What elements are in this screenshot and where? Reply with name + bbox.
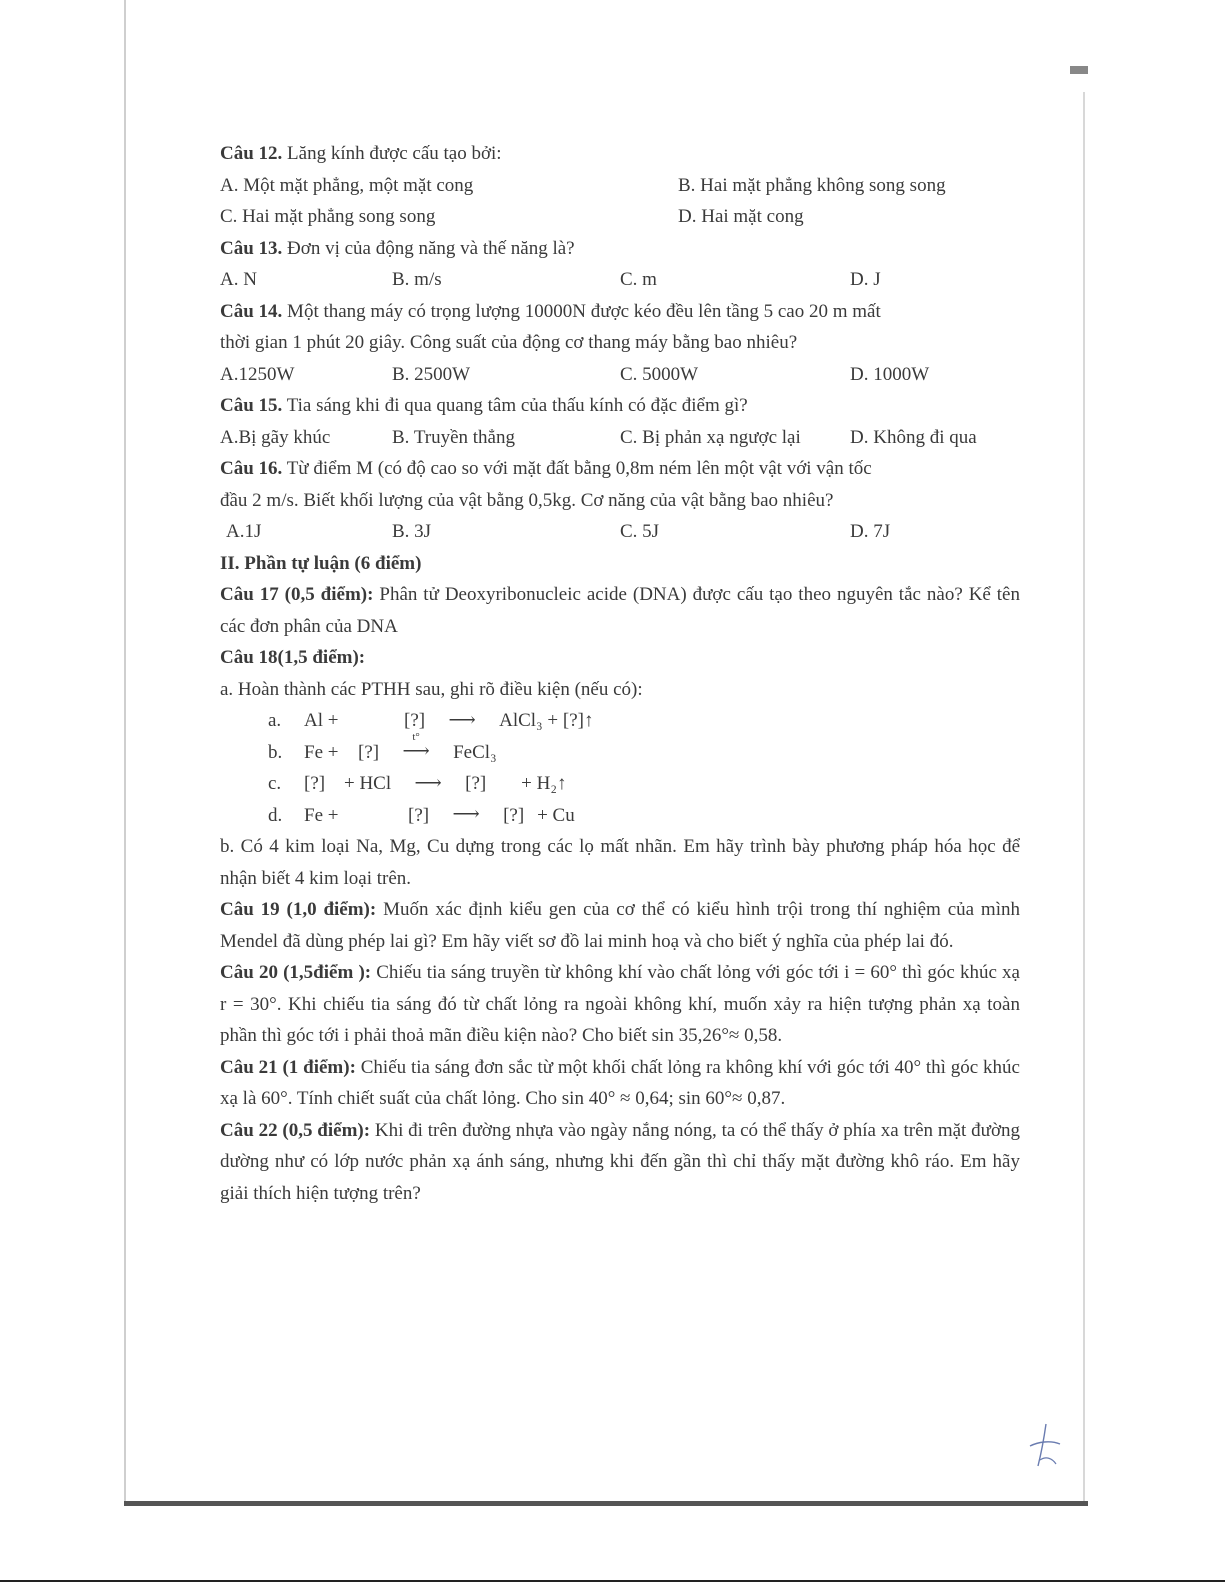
equation-reactant: Fe + bbox=[304, 741, 339, 763]
equation-reactant: + HCl bbox=[344, 773, 392, 794]
equation-blank: [?] bbox=[404, 710, 426, 731]
option-d: D. 7J bbox=[850, 521, 891, 542]
option-a: A.1J bbox=[226, 521, 262, 542]
option-a: A. Một mặt phẳng, một mặt cong bbox=[220, 174, 474, 196]
equation-blank: [?] bbox=[465, 773, 487, 794]
equation-product: AlCl₃ + bbox=[499, 710, 559, 731]
scan-mark bbox=[1070, 66, 1088, 74]
option-b: B. 2500W bbox=[392, 363, 471, 385]
option-d: D. 1000W bbox=[850, 363, 930, 385]
question-label: Câu 16. bbox=[220, 458, 283, 479]
question-label: Câu 20 (1,5điểm ): bbox=[220, 962, 372, 983]
question-12 bbox=[220, 138, 1020, 170]
question-19 bbox=[220, 894, 1020, 957]
question-label: Câu 12. bbox=[220, 143, 283, 164]
option-d: D. Không đi qua bbox=[850, 426, 977, 448]
question-label: Câu 17 (0,5 điểm): bbox=[220, 584, 374, 605]
equation-reactant: Fe + bbox=[304, 804, 339, 826]
question-18-part-a: a. Hoàn thành các PTHH sau, ghi rõ điều kiện (nếu có): bbox=[220, 678, 643, 700]
option-c: C. m bbox=[620, 269, 657, 290]
handwritten-signature bbox=[1024, 1420, 1064, 1470]
answer-options-row bbox=[220, 422, 1020, 454]
question-text: Tia sáng khi đi qua quang tâm của thấu kính có đặc điểm gì? bbox=[282, 395, 748, 416]
equation-a bbox=[220, 705, 1020, 737]
option-c: C. 5000W bbox=[620, 363, 699, 385]
answer-options-row bbox=[220, 170, 1020, 202]
question-label: Câu 14. bbox=[220, 300, 283, 322]
scan-right-edge bbox=[1083, 92, 1085, 1504]
page-bottom-line bbox=[0, 1580, 1225, 1582]
section-heading: II. Phần tự luận (6 điểm) bbox=[220, 552, 422, 574]
question-20 bbox=[220, 957, 1020, 1052]
question-21 bbox=[220, 1052, 1020, 1115]
option-d: D. J bbox=[850, 269, 881, 290]
reaction-arrow: ⟶ bbox=[414, 772, 442, 794]
answer-options-row bbox=[220, 201, 1020, 233]
equation-label: a. bbox=[268, 710, 282, 731]
scan-bottom-edge bbox=[124, 1501, 1088, 1506]
question-text: Chiếu tia sáng đơn sắc từ một khối chất lỏng ra không khí với góc tới 40° thì góc khúc xạ là 60°. Tính chiết suất của chất lỏng. Cho sin 40° ≈ 0,64; sin 60°≈ 0,87. bbox=[220, 1056, 1020, 1109]
question-label: Câu 22 (0,5 điểm): bbox=[220, 1119, 371, 1141]
equation-blank: [?] bbox=[503, 804, 525, 826]
option-c: C. 5J bbox=[620, 521, 660, 542]
option-b: B. 3J bbox=[392, 521, 432, 542]
equation-label: c. bbox=[268, 773, 282, 794]
question-14 bbox=[220, 296, 1020, 328]
reaction-condition: t° bbox=[412, 731, 420, 744]
question-text: Muốn xác định kiểu gen của cơ thể có kiểu hình trội trong thí nghiệm của mình Mendel đã dùng phép lai gì? Em hãy viết sơ đồ lai minh hoạ và cho biết ý nghĩa của phép lai đó. bbox=[220, 899, 1020, 952]
option-d: D. Hai mặt cong bbox=[678, 206, 804, 227]
question-text-continued: đầu 2 m/s. Biết khối lượng của vật bằng 0,5kg. Cơ năng của vật bằng bao nhiêu? bbox=[220, 489, 834, 511]
question-13 bbox=[220, 233, 1020, 265]
equation-b bbox=[220, 731, 1020, 769]
option-a: A.Bị gãy khúc bbox=[220, 426, 331, 448]
exam-content bbox=[220, 138, 1020, 1209]
option-b: B. m/s bbox=[392, 269, 442, 290]
reaction-arrow: ⟶ bbox=[452, 804, 480, 826]
question-label: Câu 15. bbox=[220, 395, 283, 416]
option-a: A. N bbox=[220, 269, 257, 290]
question-text-continued: thời gian 1 phút 20 giây. Công suất của động cơ thang máy bằng bao nhiêu? bbox=[220, 332, 798, 353]
equation-reactant: Al + bbox=[304, 710, 339, 731]
scan-left-edge bbox=[124, 0, 126, 1505]
option-b: B. Truyền thẳng bbox=[392, 426, 515, 448]
question-text: Lăng kính được cấu tạo bởi: bbox=[282, 143, 502, 164]
option-c: C. Hai mặt phẳng song song bbox=[220, 206, 436, 227]
question-text: Một thang máy có trọng lượng 10000N được kéo đều lên tầng 5 cao 20 m mất bbox=[282, 300, 881, 322]
question-label: Câu 19 (1,0 điểm): bbox=[220, 899, 377, 920]
equation-d bbox=[220, 800, 1020, 832]
answer-options-row bbox=[220, 516, 1020, 548]
equation-product: FeCl₃ bbox=[453, 741, 497, 763]
equation-label: d. bbox=[268, 804, 283, 826]
question-text: Khi đi trên đường nhựa vào ngày nắng nóng, ta có thể thấy ở phía xa trên mặt đường dường như có lớp nước phản xạ ánh sáng, nhưng khi đến gần thì chỉ thấy mặt đường khô ráo. Em hãy giải thích hiện tượng trên? bbox=[220, 1119, 1020, 1204]
question-18-label: Câu 18(1,5 điểm): bbox=[220, 647, 366, 668]
answer-options-row bbox=[220, 264, 1020, 296]
equation-blank: [?]↑ bbox=[562, 710, 594, 731]
question-18-part-b: b. Có 4 kim loại Na, Mg, Cu dựng trong các lọ mất nhãn. Em hãy trình bày phương pháp hóa học để nhận biết 4 kim loại trên. bbox=[220, 836, 1020, 889]
question-22 bbox=[220, 1115, 1020, 1210]
equation-label: b. bbox=[268, 741, 283, 763]
question-text: Đơn vị của động năng và thế năng là? bbox=[282, 237, 575, 259]
question-text: Từ điểm M (có độ cao so với mặt đất bằng 0,8m ném lên một vật với vận tốc bbox=[282, 458, 872, 479]
equation-c bbox=[220, 768, 1020, 800]
question-label: Câu 13. bbox=[220, 237, 283, 259]
question-16 bbox=[220, 453, 1020, 485]
option-b: B. Hai mặt phẳng không song song bbox=[678, 174, 946, 196]
answer-options-row bbox=[220, 359, 1020, 391]
reaction-arrow: ⟶ bbox=[448, 709, 476, 731]
equation-blank: [?] bbox=[408, 804, 430, 826]
question-text: Chiếu tia sáng truyền từ không khí vào chất lỏng với góc tới i = 60° thì góc khúc xạ r = 30°. Khi chiếu tia sáng đó từ chất lỏng ra ngoài không khí, muốn xảy ra hiện tượng phản xạ toàn phần thì góc tới i phải thoả mãn điều kiện nào? Cho biết sin 35,26°≈ 0,58. bbox=[220, 962, 1020, 1046]
reaction-arrow: t° ⟶ bbox=[387, 743, 445, 761]
question-15 bbox=[220, 390, 1020, 422]
equation-blank: [?] bbox=[358, 741, 380, 763]
question-text: Phân tử Deoxyribonucleic acide (DNA) được cấu tạo theo nguyên tắc nào? Kể tên các đơn phân của DNA bbox=[220, 584, 1020, 637]
equation-product: + Cu bbox=[537, 804, 575, 826]
question-label: Câu 21 (1 điểm): bbox=[220, 1056, 356, 1078]
equation-blank: [?] bbox=[304, 773, 326, 794]
question-17 bbox=[220, 579, 1020, 642]
equation-product: + H₂↑ bbox=[521, 773, 567, 794]
option-a: A.1250W bbox=[220, 363, 295, 385]
option-c: C. Bị phản xạ ngược lại bbox=[620, 426, 801, 448]
